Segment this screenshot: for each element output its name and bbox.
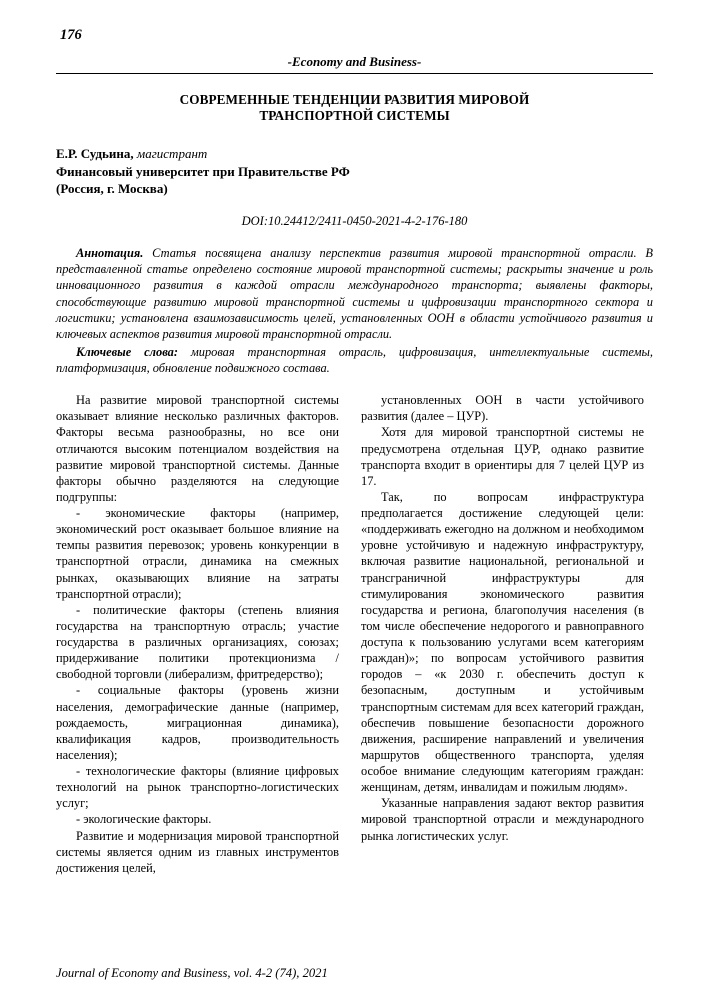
body-paragraph: - социальные факторы (уровень жизни населения, демографические данные (например, рождаемость, миграционная динамика), квалификация кадров, производительность населения); [56, 683, 339, 762]
right-column [361, 392, 644, 876]
keywords-paragraph [56, 344, 653, 376]
article-title [86, 92, 623, 126]
body-paragraph: - экологические факторы. [76, 812, 212, 827]
abstract-label: Аннотация. [76, 246, 144, 261]
body-paragraph: - политические факторы (степень влияния государства на транспортную отрасль; участие государства в различных организациях, союзах; придерживание политики протекционизма / свободной торговли (либерализм, фритредерство); [56, 602, 339, 682]
header-divider [56, 73, 653, 74]
body-paragraph: - технологические факторы (влияние цифровых технологий на рынок транспортно-логистических услуг; [56, 764, 339, 811]
doi-line: DOI:10.24412/2411-0450-2021-4-2-176-180 [241, 214, 468, 229]
body-columns [56, 392, 653, 876]
author-degree: магистрант [136, 146, 208, 162]
body-paragraph: - экономические факторы (например, экономический рост оказывает большое влияние на темпы развития перевозок; уровень конкуренции в транспортной отрасли, динамика на смежных рынках, оказывающих влияние на затраты транспортной отрасли); [56, 506, 339, 601]
author-name: Е.Р. Судьина, [56, 146, 134, 162]
article-title-line-1: СОВРЕМЕННЫЕ ТЕНДЕНЦИИ РАЗВИТИЯ МИРОВОЙ [179, 91, 530, 107]
body-paragraph: Хотя для мировой транспортной системы не предусмотрена отдельная ЦУР, однако развитие транспорта входит в ориентиры для 7 целей ЦУР из 17. [361, 425, 644, 488]
body-paragraph: Развитие и модернизация мировой транспортной системы является одним из главных инструментов достижения целей, [56, 828, 339, 875]
keywords-text: мировая транспортная отрасль, цифровизация, интеллектуальные системы, платформизация, обновление подвижного состава. [56, 344, 653, 375]
body-paragraph: На развитие мировой транспортной системы оказывает влияние несколько различных факторов. Факторы весьма разнообразны, но все они отличаются высоким потенциалом воздействия на развитие мировой транспортной системы. Данные факторы обычно разделяются на следующие подгруппы: [56, 393, 339, 504]
body-paragraph: Так, по вопросам инфраструктура предполагается достижение следующей цели: «поддерживать ежегодно на должном и необходимом уровне устойчивую и надежную инфраструктуру, включая развитие национальной, региональной и трансграничной инфраструктуры для стимулирования экономического развития государства и региона, благополучия населения (в том числе обеспечение недорогого и равноправного доступа к пользованию услугами всем категориям граждан)»; по вопросам устойчивого развития городов – «к 2030 г. обеспечить доступ к безопасным, доступным и устойчивым транспортным системам для всех категорий граждан, обеспечив повышение безопасности дорожного движения, расширение направлений и увеличения маршрутов общественного транспорта, уделяя особое внимание следующим категориям граждан: женщинам, детям, инвалидам и пожилым людям». [361, 489, 644, 795]
author-line [56, 145, 653, 162]
abstract-text: Статья посвящена анализу перспектив развития мировой транспортной отрасли. В представленной статье определено состояние мировой транспортной системы; раскрыты значение и роль инновационного развития в каждой отрасли международного транспорта; выявлены факторы, способствующие развитию мировой транспортной системы и цифровизации транспортного сектора и логистики; установлена взаимозависимость целей, установленных ООН в области устойчивого развития и ключевых аспектов развития мировой транспортной отрасли. [56, 246, 653, 341]
body-paragraph: установленных ООН в части устойчивого развития (далее – ЦУР). [361, 393, 644, 424]
author-block [56, 145, 653, 197]
footer-citation: Journal of Economy and Business, vol. 4-2 (74), 2021 [56, 966, 328, 980]
abstract-paragraph [56, 245, 653, 342]
keywords-label: Ключевые слова: [76, 344, 178, 359]
page-number: 176 [60, 27, 82, 43]
running-header: -Economy and Business- [287, 53, 422, 69]
body-paragraph: Указанные направления задают вектор развития мировой транспортной отрасли и международного рынка логистических услуг. [361, 796, 644, 843]
author-location: (Россия, г. Москва) [56, 180, 168, 196]
author-affiliation: Финансовый университет при Правительстве РФ [56, 163, 350, 179]
left-column [56, 392, 339, 876]
article-title-line-2: ТРАНСПОРТНОЙ СИСТЕМЫ [259, 108, 450, 124]
